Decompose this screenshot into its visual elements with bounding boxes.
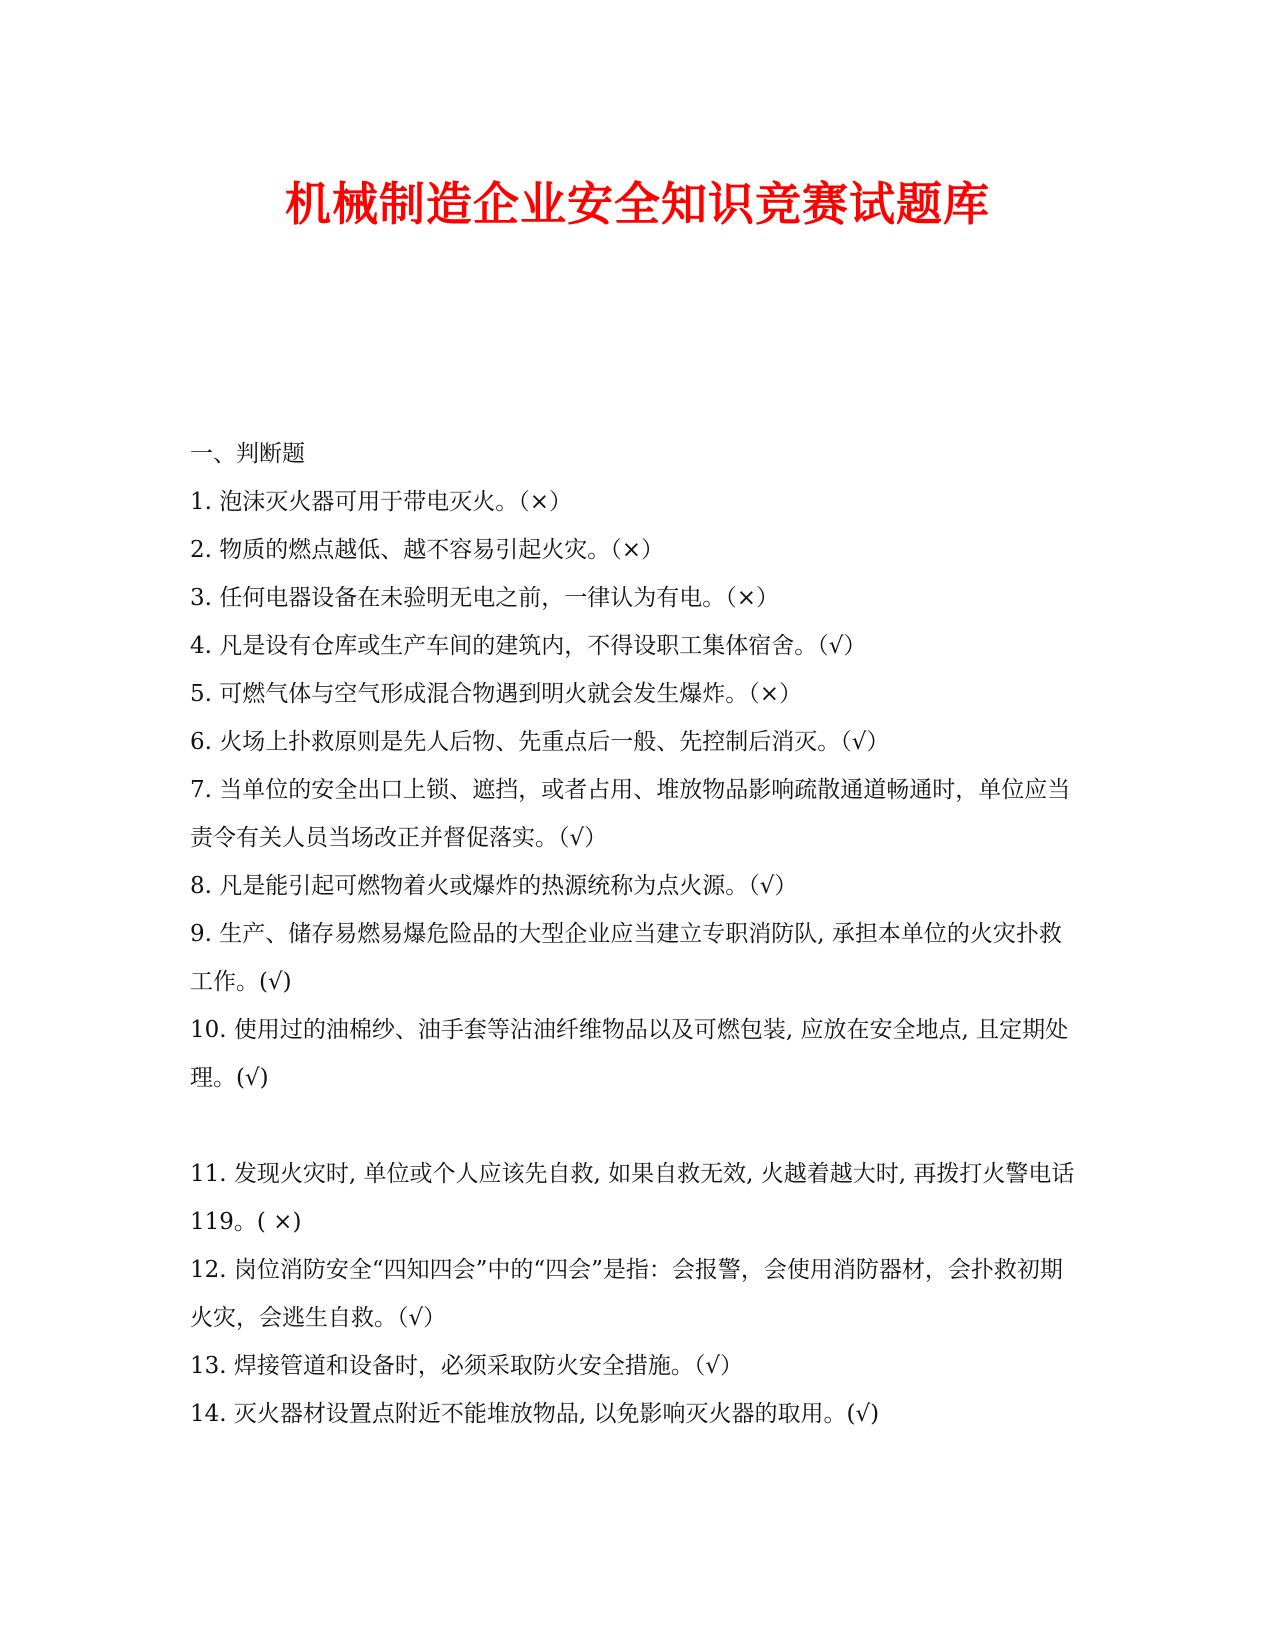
question-item-14: 14. 灭火器材设置点附近不能堆放物品, 以免影响灭火器的取用。(√): [190, 1401, 880, 1427]
question-item-13: 13. 焊接管道和设备时，必须采取防火安全措施。（√）: [190, 1353, 744, 1379]
question-item-3: 3. 任何电器设备在未验明无电之前，一律认为有电。（×）: [190, 585, 780, 611]
question-item-4: 4. 凡是设有仓库或生产车间的建筑内，不得设职工集体宿舍。（√）: [190, 633, 867, 659]
question-item-6: 6. 火场上扑救原则是先人后物、先重点后一般、先控制后消灭。（√）: [190, 729, 890, 755]
question-item-10: 10. 使用过的油棉纱、油手套等沾油纤维物品以及可燃包装, 应放在安全地点, 且定期处理。(√): [190, 1017, 1069, 1091]
question-item-9: 9. 生产、储存易燃易爆危险品的大型企业应当建立专职消防队, 承担本单位的火灾扑救工作。(√): [190, 921, 1062, 995]
question-item-5: 5. 可燃气体与空气形成混合物遇到明火就会发生爆炸。（×）: [190, 681, 803, 707]
question-item-12: 12. 岗位消防安全“四知四会”中的“四会”是指：会报警，会使用消防器材，会扑救初期火灾，会逃生自救。（√）: [190, 1257, 1063, 1331]
question-item-7: 7. 当单位的安全出口上锁、遮挡，或者占用、堆放物品影响疏散通道畅通时，单位应当责令有关人员当场改正并督促落实。（√）: [190, 777, 1071, 851]
question-item-11: 11. 发现火灾时, 单位或个人应该先自救, 如果自救无效, 火越着越大时, 再拨打火警电话119。( ×): [190, 1161, 1075, 1235]
question-item-8: 8. 凡是能引起可燃物着火或爆炸的热源统称为点火源。（√）: [190, 873, 798, 899]
section-heading: 一、判断题: [190, 441, 305, 467]
document-body: [190, 430, 1080, 1438]
question-item-2: 2. 物质的燃点越低、越不容易引起火灾。（×）: [190, 537, 665, 563]
question-item-1: 1. 泡沫灭火器可用于带电灭火。（×）: [190, 489, 573, 515]
paragraph-gap: [190, 1102, 1080, 1150]
document-title: 机械制造企业安全知识竞赛试题库: [285, 177, 990, 231]
